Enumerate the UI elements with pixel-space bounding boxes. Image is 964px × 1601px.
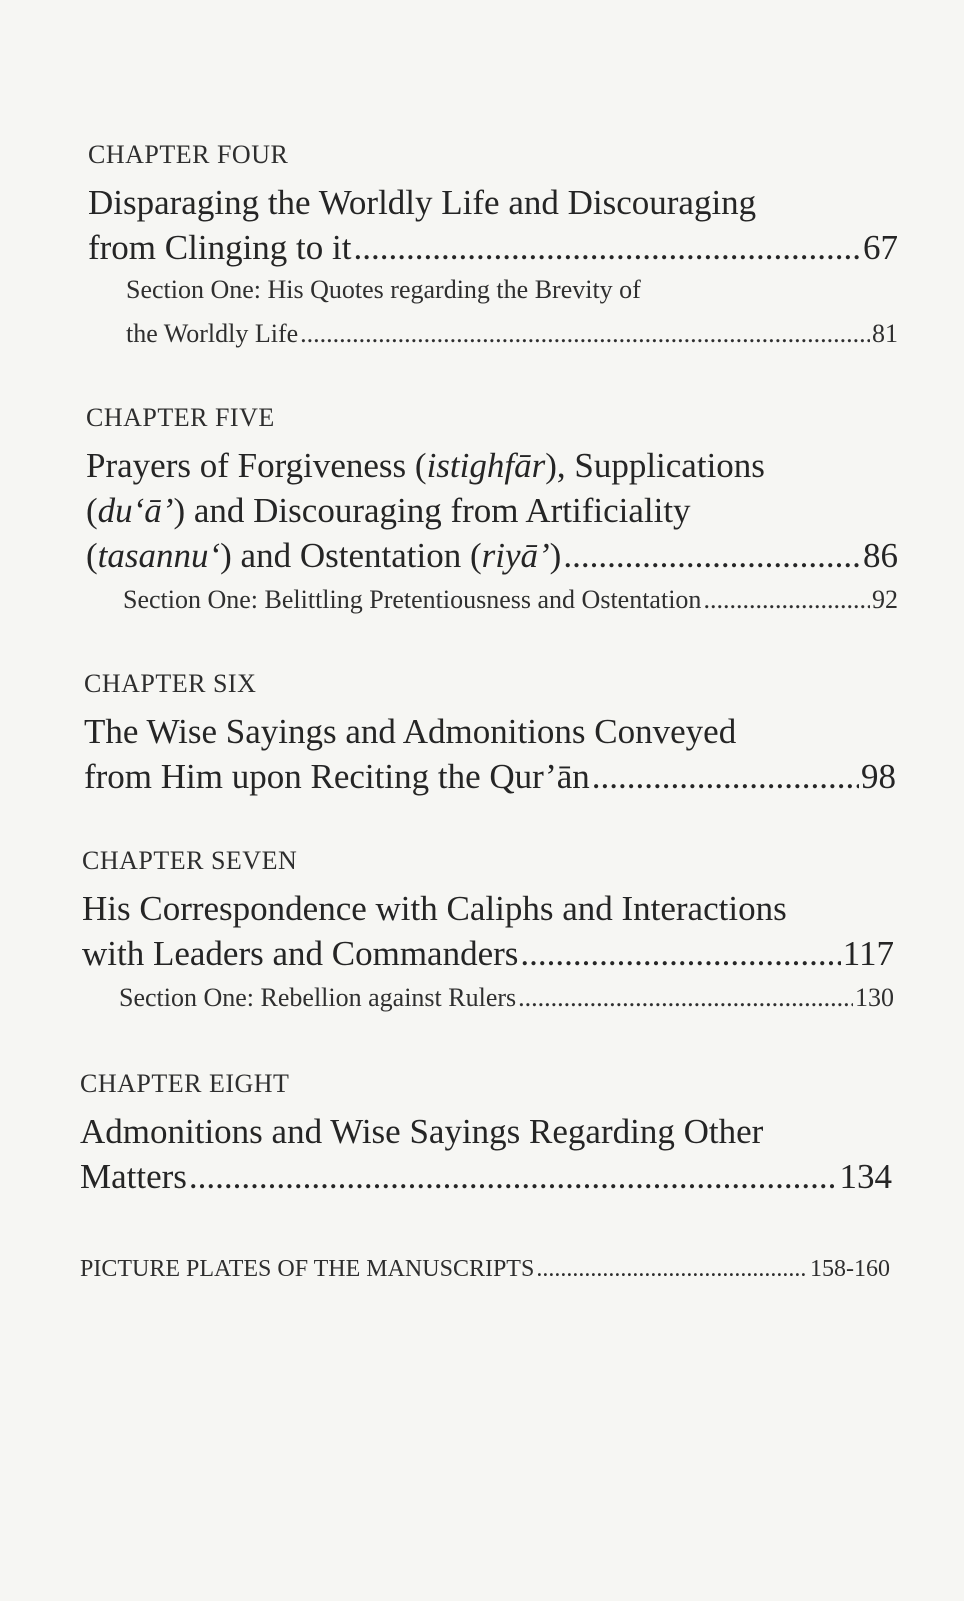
page-number: 158-160 xyxy=(810,1256,890,1282)
chapter-title-entry xyxy=(82,931,894,976)
section-entry xyxy=(88,312,898,356)
page-number: 86 xyxy=(863,536,898,575)
section-entry xyxy=(82,976,894,1020)
dot-leader xyxy=(536,1256,808,1283)
transliterated-term: du‘ā’ xyxy=(97,491,174,530)
transliterated-term: riyā’ xyxy=(481,536,550,575)
section-entry xyxy=(86,578,898,622)
dot-leader xyxy=(518,976,853,1020)
chapter-five xyxy=(0,403,898,622)
page-number: 92 xyxy=(872,585,898,614)
page-number: 130 xyxy=(855,983,894,1012)
chapter-title-entry xyxy=(80,1154,892,1199)
chapter-title-line: Disparaging the Worldly Life and Discouraging xyxy=(88,183,757,222)
page-number: 134 xyxy=(839,1157,892,1196)
page-number: 117 xyxy=(842,934,894,973)
section-line: Section One: His Quotes regarding the Brevity of xyxy=(126,275,641,304)
dot-leader xyxy=(703,578,870,622)
chapter-title-line: (tasannu‘) and Ostentation (riyā’) xyxy=(86,536,562,575)
page-number: 98 xyxy=(861,757,896,796)
chapter-six xyxy=(0,669,896,799)
plates-label: PICTURE PLATES OF THE MANUSCRIPTS xyxy=(80,1256,535,1282)
dot-leader xyxy=(300,312,870,356)
chapter-four xyxy=(0,140,898,356)
chapter-seven xyxy=(0,846,894,1020)
chapter-title-entry xyxy=(86,533,898,578)
dot-leader xyxy=(353,225,861,270)
chapter-title-entry xyxy=(88,225,898,270)
dot-leader xyxy=(592,754,859,799)
chapter-title-line: from Him upon Reciting the Qur’ān xyxy=(84,757,590,796)
chapter-label: CHAPTER EIGHT xyxy=(80,1069,290,1098)
chapter-title-line: His Correspondence with Caliphs and Interactions xyxy=(82,889,787,928)
chapter-label: CHAPTER FIVE xyxy=(86,403,275,432)
section-line: Section One: Rebellion against Rulers xyxy=(119,983,517,1012)
page-number: 67 xyxy=(863,228,898,267)
transliterated-term: tasannu‘ xyxy=(97,536,221,575)
chapter-label: CHAPTER FOUR xyxy=(88,140,289,169)
chapter-title-entry xyxy=(84,754,896,799)
chapter-title-line: The Wise Sayings and Admonitions Conveyed xyxy=(84,712,737,751)
chapter-eight xyxy=(0,1069,892,1199)
picture-plates-entry xyxy=(0,1256,890,1283)
chapter-title-line: with Leaders and Commanders xyxy=(82,934,519,973)
chapter-title-line: (du‘ā’) and Discouraging from Artificiality xyxy=(86,491,691,530)
chapter-title-line: Admonitions and Wise Sayings Regarding Other xyxy=(80,1112,764,1151)
section-line: the Worldly Life xyxy=(126,319,299,348)
page-number: 81 xyxy=(872,319,898,348)
section-line: Section One: Belittling Pretentiousness and Ostentation xyxy=(123,585,702,614)
dot-leader xyxy=(520,931,840,976)
dot-leader xyxy=(563,533,861,578)
chapter-label: CHAPTER SIX xyxy=(84,669,257,698)
chapter-title-line: Matters xyxy=(80,1157,187,1196)
chapter-title-line: Prayers of Forgiveness (istighfār), Supplications xyxy=(86,446,765,485)
chapter-title-line: from Clinging to it xyxy=(88,228,352,267)
dot-leader xyxy=(189,1154,838,1199)
chapter-label: CHAPTER SEVEN xyxy=(82,846,298,875)
transliterated-term: istighfār xyxy=(426,446,546,485)
